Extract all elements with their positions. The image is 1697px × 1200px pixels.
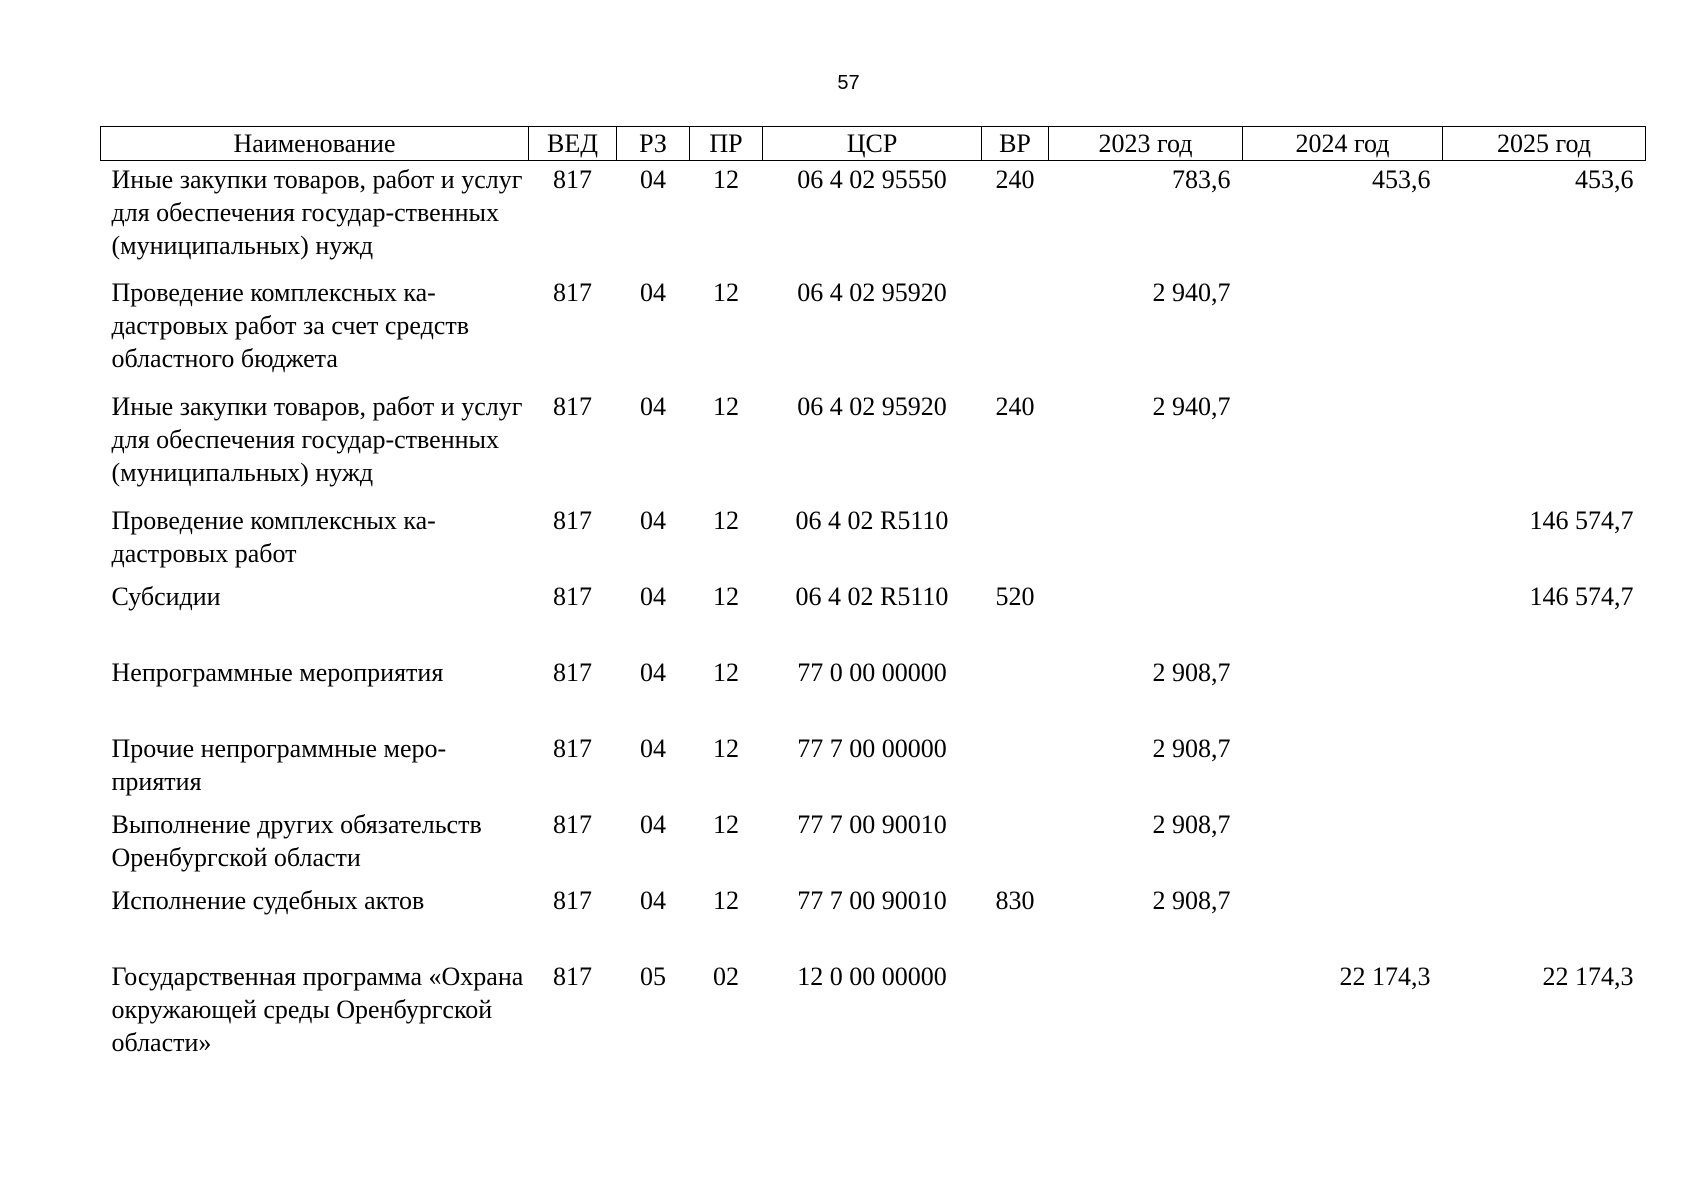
row-2024 [1243,656,1443,732]
row-ved: 817 [553,165,592,194]
row-rz: 04 [640,657,666,687]
row-ved: 817 [553,809,592,839]
row-2023: 2 908,7 [1152,809,1231,839]
row-2023: 2 908,7 [1152,657,1231,687]
row-2024 [1243,884,1443,960]
row-2024: 22 174,3 [1339,961,1431,991]
row-2024 [1243,276,1443,390]
row-2024: 453,6 [1372,165,1431,194]
table-row [101,580,1646,656]
table-row [101,276,1646,390]
row-2023 [1049,960,1243,1074]
header-2025: 2025 год [1443,127,1646,161]
row-pr: 12 [713,165,739,194]
row-rz: 04 [640,165,666,194]
header-ved: ВЕД [529,127,617,161]
row-ved: 817 [553,391,592,421]
row-2025 [1443,656,1646,732]
row-2024 [1243,808,1443,884]
row-csr: 77 7 00 00000 [797,733,947,763]
table-row [101,504,1646,580]
header-rz: РЗ [617,127,690,161]
row-name: Проведение комплексных ка-дастровых работ за счет средств областного бюджета [111,277,469,373]
row-name: Иные закупки товаров, работ и услуг для обеспечения государ-ственных (муниципальных) нужд [111,165,523,260]
row-2023: 2 940,7 [1152,277,1231,307]
row-csr: 77 7 00 90010 [797,809,947,839]
row-pr: 12 [713,733,739,763]
row-ved: 817 [553,885,592,915]
row-pr: 12 [713,885,739,915]
row-2025: 146 574,7 [1529,505,1634,535]
row-2023 [1049,504,1243,580]
row-2025: 453,6 [1575,165,1634,194]
row-vr [982,276,1049,390]
row-vr [982,732,1049,808]
row-rz: 04 [640,391,666,421]
header-pr: ПР [690,127,763,161]
row-pr: 12 [713,277,739,307]
row-ved: 817 [553,581,592,611]
row-csr: 06 4 02 95920 [797,391,947,421]
row-csr: 77 0 00 00000 [797,657,947,687]
row-csr: 12 0 00 00000 [797,961,947,991]
row-2025 [1443,276,1646,390]
row-2025: 22 174,3 [1542,961,1634,991]
row-vr: 240 [995,391,1035,421]
header-csr: ЦСР [763,127,982,161]
row-csr: 06 4 02 R5110 [795,581,949,611]
row-2025 [1443,808,1646,884]
row-pr: 12 [713,581,739,611]
row-vr [982,960,1049,1074]
row-name: Субсидии [111,581,221,611]
row-ved: 817 [553,961,592,991]
row-ved: 817 [553,733,592,763]
table-header-row [101,127,1646,161]
row-pr: 12 [713,391,739,421]
table-row [101,390,1646,504]
row-2023: 2 908,7 [1152,733,1231,763]
row-2023: 783,6 [1172,165,1231,194]
table-row [101,808,1646,884]
row-csr: 06 4 02 95550 [797,165,947,194]
row-csr: 77 7 00 90010 [797,885,947,915]
table-row [101,656,1646,732]
row-2025 [1443,884,1646,960]
row-rz: 04 [640,277,666,307]
row-rz: 05 [640,961,666,991]
row-rz: 04 [640,733,666,763]
row-rz: 04 [640,885,666,915]
row-ved: 817 [553,657,592,687]
row-name: Выполнение других обязательств Оренбургской области [111,809,482,872]
header-2024: 2024 год [1243,127,1443,161]
table-row [101,732,1646,808]
header-vr: ВР [982,127,1049,161]
row-vr [982,656,1049,732]
row-rz: 04 [640,809,666,839]
row-2024 [1243,732,1443,808]
row-csr: 06 4 02 R5110 [795,505,949,535]
row-name: Проведение комплексных ка-дастровых работ [111,505,436,568]
row-2025 [1443,390,1646,504]
row-name: Исполнение судебных актов [111,885,425,915]
row-rz: 04 [640,581,666,611]
budget-table [100,126,1646,1074]
table-row [101,960,1646,1074]
row-ved: 817 [553,277,592,307]
row-pr: 12 [713,657,739,687]
row-2025: 146 574,7 [1529,581,1634,611]
row-name: Прочие непрограммные меро-приятия [111,733,447,796]
row-2024 [1243,580,1443,656]
row-name: Иные закупки товаров, работ и услуг для обеспечения государ-ственных (муниципальных) нужд [111,391,523,487]
header-2023: 2023 год [1049,127,1243,161]
row-pr: 02 [713,961,739,991]
row-csr: 06 4 02 95920 [797,277,947,307]
page-number: 57 [837,72,860,94]
row-ved: 817 [553,505,592,535]
row-vr: 240 [995,165,1035,194]
row-pr: 12 [713,505,739,535]
row-vr [982,504,1049,580]
row-rz: 04 [640,505,666,535]
row-2025 [1443,732,1646,808]
row-name: Государственная программа «Охрана окружающей среды Оренбургской области» [111,961,524,1057]
row-vr: 520 [995,581,1035,611]
row-vr: 830 [995,885,1035,915]
row-2023: 2 940,7 [1152,391,1231,421]
header-name: Наименование [101,127,529,161]
row-2023 [1049,580,1243,656]
table-row [101,884,1646,960]
row-2024 [1243,504,1443,580]
row-vr [982,808,1049,884]
row-2024 [1243,390,1443,504]
row-pr: 12 [713,809,739,839]
table-row [101,161,1646,276]
row-name: Непрограммные мероприятия [111,657,444,687]
row-2023: 2 908,7 [1152,885,1231,915]
